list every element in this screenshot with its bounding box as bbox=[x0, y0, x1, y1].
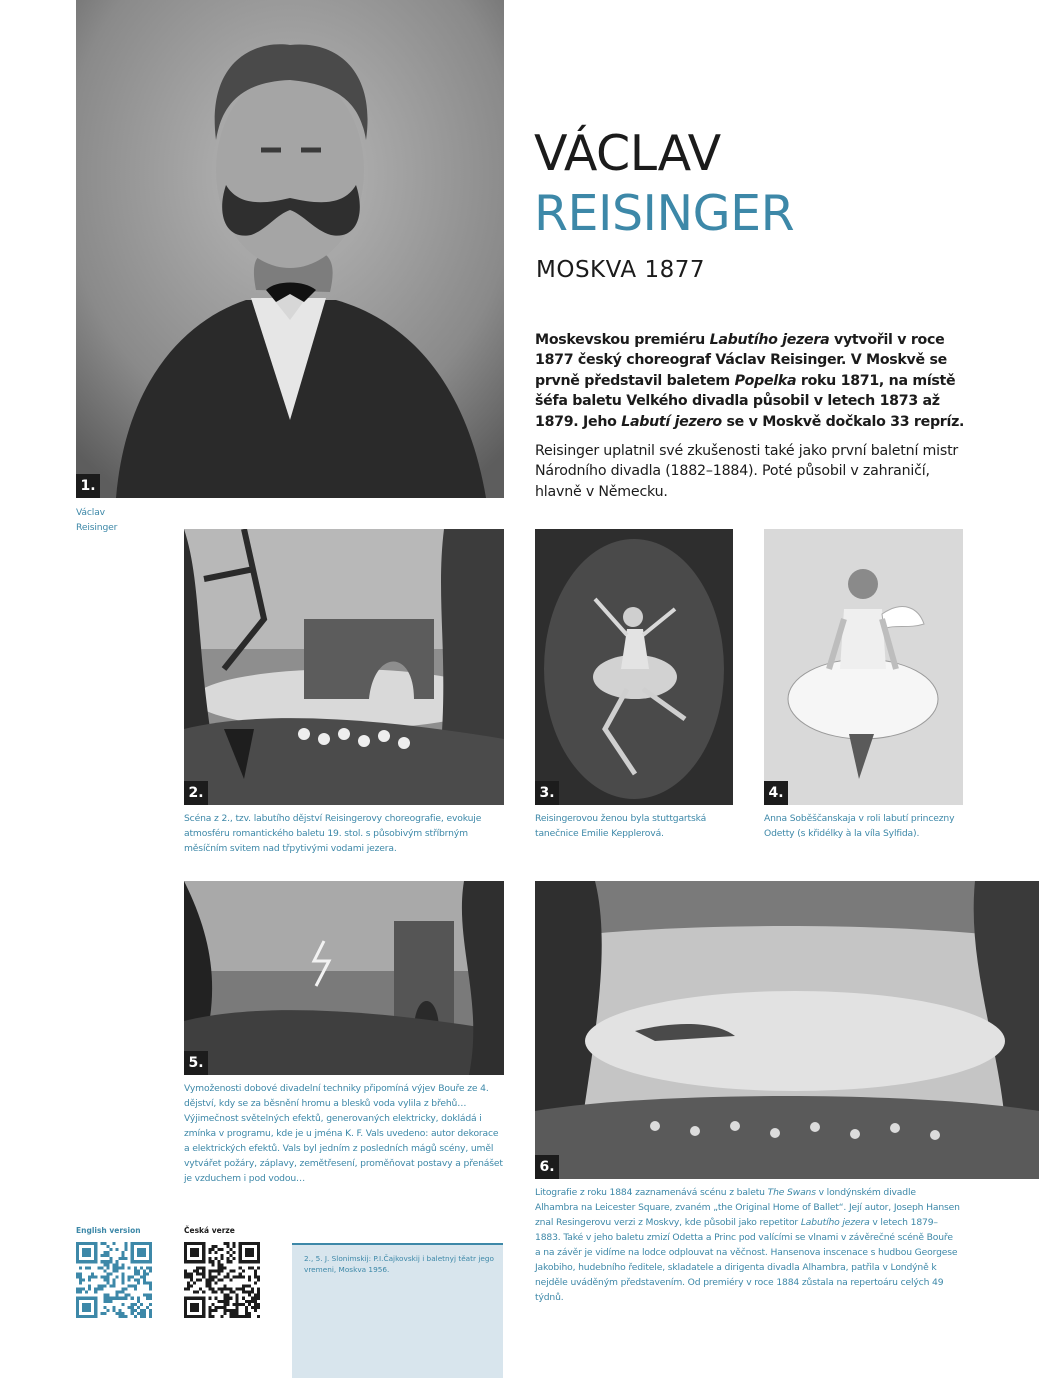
scene-act-2-image bbox=[184, 529, 504, 805]
text-run: Scéna z 2., tzv. labutího dějství Reisingerovy choreografie, evokuje atmosféru romantického baletu 19. stol. s působivým stříbrným měsíčním svitem nad třpytivými vodami jezera. bbox=[184, 813, 482, 854]
figure-5-caption bbox=[184, 1081, 504, 1186]
text-run: Reisingerovou ženou byla stuttgartská tanečnice Emilie Kepplerová. bbox=[535, 813, 707, 839]
figure-6-caption bbox=[535, 1185, 960, 1305]
text-run: Vymoženosti dobové divadelní techniky připomíná výjev Bouře ze 4. dějství, kdy se za běsnění hromu a blesků voda vylila z břehů… Výjimečnost světelných efektů, generovaných elektricky, dokládá i zmínka v programu, kde je u jména K. F. Vals uvedeno: autor dekorace a elektrických efektů. Vals byl jedním z posledních mágů scény, uměl vytvářet požáry, záplavy, zemětřesení, proměňovat postavy a přenášet je vzduchem i pod vodou… bbox=[184, 1083, 503, 1184]
text-run: roku 1871, na místě šéfa baletu Velkého divadla působil v letech 1873 až 1879. Jeho bbox=[535, 372, 956, 430]
text-run: The Swans bbox=[767, 1187, 816, 1198]
english-qr-code-icon[interactable] bbox=[76, 1242, 152, 1318]
text-run: vytvořil v roce 1877 český choreograf Václav Reisinger. V Moskvě se prvně představil baletem bbox=[535, 332, 947, 389]
text-run: Litografie z roku 1884 zaznamenává scénu z baletu bbox=[535, 1187, 768, 1198]
intro-lead bbox=[535, 330, 975, 432]
figure-1-caption-line-1: Václav bbox=[76, 507, 105, 518]
alhambra-lithograph-image bbox=[535, 881, 1039, 1179]
title-first-name: VÁCLAV bbox=[534, 125, 721, 182]
dancer-kepplerova-photo bbox=[535, 529, 733, 805]
subtitle: MOSKVA 1877 bbox=[536, 257, 705, 283]
text-run: Labutího jezera bbox=[800, 1217, 870, 1228]
storm-scene-image bbox=[184, 881, 504, 1075]
text-run: v londýnském divadle Alhambra na Leicester Square, zvaném „the Original Home of Ballet“. Její autor, Joseph Hansen znal Resingerovu verzi z Moskvy, kde působil jako repetitor bbox=[535, 1187, 960, 1228]
text-run: Popelka bbox=[734, 372, 797, 389]
text-run: Moskevskou premiéru bbox=[535, 332, 710, 348]
figure-3-caption bbox=[535, 811, 731, 841]
figure-5-number: 5. bbox=[184, 1051, 208, 1075]
english-version-label: English version bbox=[76, 1226, 141, 1235]
title-last-name: REISINGER bbox=[534, 185, 795, 242]
figure-1-caption-line-2: Reisinger bbox=[76, 522, 118, 533]
czech-qr-code-icon[interactable] bbox=[184, 1242, 260, 1318]
figure-4-number: 4. bbox=[764, 781, 788, 805]
reference-top-rule bbox=[292, 1243, 503, 1245]
figure-2-number: 2. bbox=[184, 781, 208, 805]
portrait-photo bbox=[76, 0, 504, 498]
figure-1-number: 1. bbox=[76, 474, 100, 498]
text-run: v letech 1879–1883. Také v jeho baletu zmizí Odetta a Princ pod valícími se vlnami v závěrečné scéně Bouře a na závěr je vidíme na lodce odplouvat na věčnost. Hansenova inscenace s hudbou Georgese Jakobiho, hudebního ředitele, skladatele a dirigenta divadla Alhambra, patřila v Londýně k nejděle uváděným představením. Od premiéry v roce 1884 zůstala na repertoáru celých 49 týdnů. bbox=[535, 1217, 958, 1303]
reference-text: 2., 5. J. Slonimskij: P.I.Čajkovskij i baletnyj těatr jego vremeni, Moskva 1956. bbox=[304, 1254, 494, 1274]
dancer-sobeshchanskaya-photo bbox=[764, 529, 963, 805]
czech-version-label: Česká verze bbox=[184, 1226, 235, 1235]
reference-box bbox=[292, 1243, 503, 1378]
figure-6-number: 6. bbox=[535, 1155, 559, 1179]
text-run: Labutí jezero bbox=[621, 413, 722, 430]
figure-2-caption bbox=[184, 811, 500, 856]
figure-4-caption bbox=[764, 811, 962, 841]
text-run: Anna Soběščanskaja v roli labutí princezny Odetty (s křidélky à la víla Sylfida). bbox=[764, 813, 955, 839]
figure-1-caption bbox=[76, 505, 176, 535]
figure-3-number: 3. bbox=[535, 781, 559, 805]
text-run: Labutího jezera bbox=[709, 332, 830, 348]
text-run: se v Moskvě dočkalo 33 repríz. bbox=[721, 413, 965, 430]
intro-body: Reisinger uplatnil své zkušenosti také jako první baletní mistr Národního divadla (1882–1884). Poté působil v zahraničí, hlavně v Německu. bbox=[535, 443, 959, 500]
